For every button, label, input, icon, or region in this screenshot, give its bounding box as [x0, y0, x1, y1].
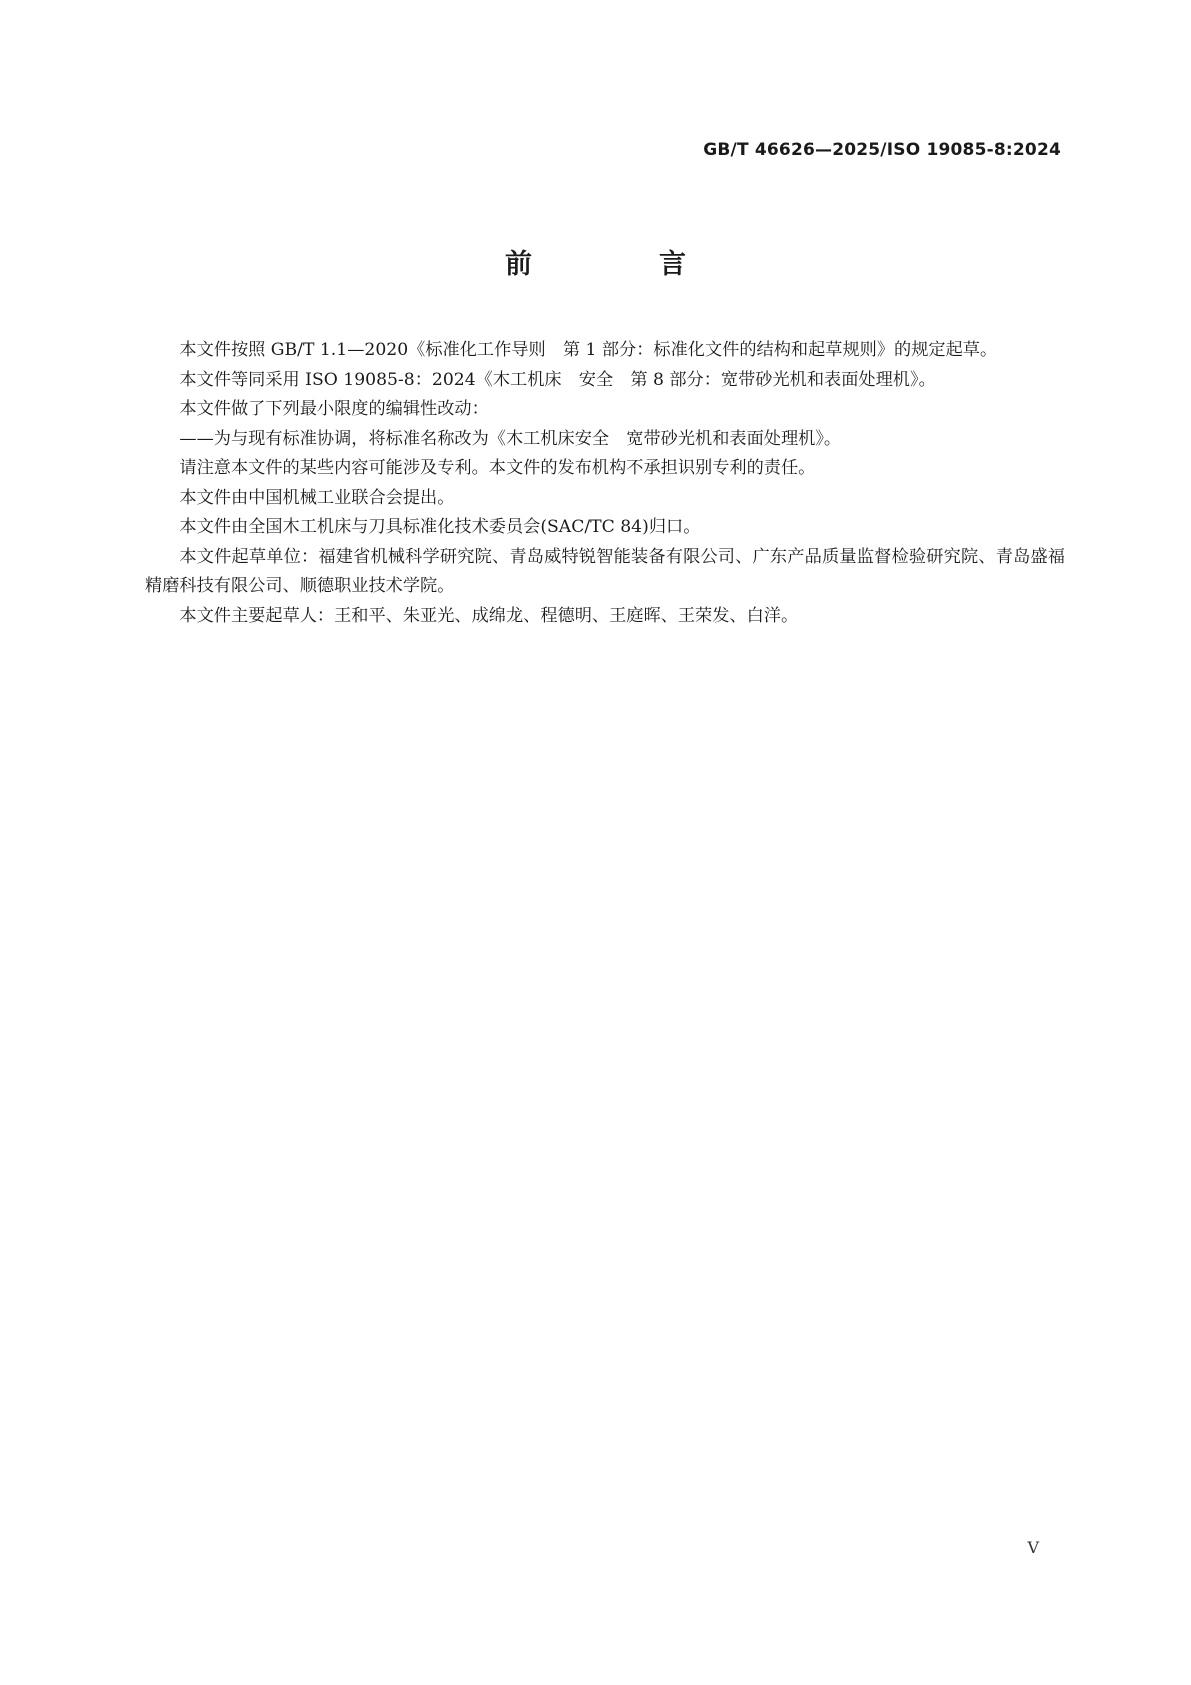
paragraph-committee: 本文件由全国木工机床与刀具标准化技术委员会(SAC/TC 84)归口。	[179, 517, 701, 537]
paragraph-title-change: ——为与现有标准协调，将标准名称改为《木工机床安全 宽带砂光机和表面处理机》。	[179, 428, 842, 449]
paragraph-adoption: 本文件等同采用 ISO 19085-8：2024《木工机床 安全 第 8 部分：宽带砂光机和表面处理机》。	[179, 369, 936, 390]
foreword-body	[145, 336, 1065, 631]
paragraph-patent-notice: 请注意本文件的某些内容可能涉及专利。本文件的发布机构不承担识别专利的责任。	[179, 458, 816, 478]
paragraph-drafting-units: 本文件起草单位：福建省机械科学研究院、青岛威特锐智能装备有限公司、广东产品质量监督检验研究院、青岛盛福精磨科技有限公司、顺德职业技术学院。	[145, 546, 1065, 596]
paragraph-drafters: 本文件主要起草人：王和平、朱亚光、成绵龙、程德明、王庭晖、王荣发、白洋。	[179, 605, 799, 626]
paragraph-editorial-changes: 本文件做了下列最小限度的编辑性改动：	[179, 399, 489, 419]
standard-code: GB/T 46626—2025/ISO 19085-8:2024	[703, 140, 1061, 160]
page-title: 前 言	[505, 249, 736, 280]
page-number: V	[1027, 1538, 1039, 1557]
paragraph-drafting-rules: 本文件按照 GB/T 1.1—2020《标准化工作导则 第 1 部分：标准化文件的结构和起草规则》的规定起草。	[179, 340, 998, 360]
paragraph-proposer: 本文件由中国机械工业联合会提出。	[179, 487, 455, 508]
